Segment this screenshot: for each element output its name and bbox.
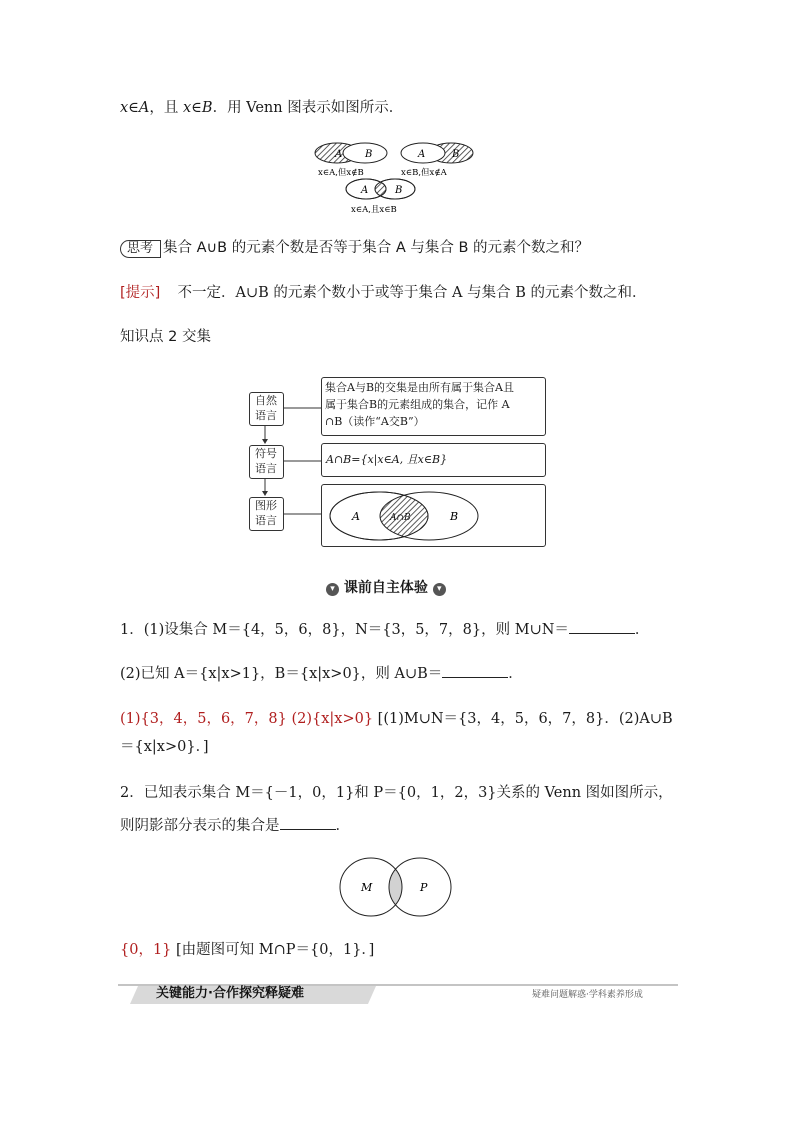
- label-graphic-language: [249, 497, 284, 531]
- answer-blank: [569, 619, 635, 634]
- d2-label-b: B: [452, 149, 460, 160]
- think-tag: 思考: [120, 240, 161, 258]
- natural-line-3: ∩B（读作“A交B”）: [325, 415, 425, 428]
- d1-label-b: B: [365, 149, 373, 160]
- q2-l2-end: ．: [335, 818, 350, 834]
- answer-blank: [280, 815, 336, 830]
- d3-label-b: B: [395, 185, 403, 196]
- footer-right-text: 疑难问题解惑·学科素养形成: [532, 990, 643, 1000]
- footer-banner-title: 关键能力·合作探究释疑难: [156, 986, 304, 1001]
- intersection-venn: [322, 485, 545, 546]
- q1-l1-text: 1．(1)设集合 M＝{4，5，6，8}，N＝{3，5，7，8}，则 M∪N＝: [120, 622, 569, 638]
- venn-label-a: A: [352, 510, 360, 523]
- q1-line2: [120, 663, 523, 684]
- d3-caption: x∈A,且x∈B: [351, 205, 397, 215]
- a1-line1: [120, 709, 673, 729]
- mp-venn-diagram: [338, 856, 456, 918]
- venn-label-p: P: [420, 881, 428, 894]
- symbol-definition: [321, 443, 546, 477]
- label-natural-language: [249, 392, 284, 426]
- d2-label-a: A: [418, 149, 426, 160]
- a2-explain: [由题图可知 M∩P＝{0，1}．]: [171, 942, 375, 958]
- natural-line-2: 属于集合B的元素组成的集合，记作 A: [325, 398, 510, 411]
- practice-heading: [326, 578, 446, 598]
- hint-tag: [提示]: [120, 285, 161, 301]
- hint-line: [120, 283, 647, 303]
- q1-l2-text: (2)已知 A＝{x|x>1}，B＝{x|x>0}，则 A∪B＝: [120, 666, 443, 682]
- natural-language-definition: [321, 377, 546, 436]
- intro-d: ．用 Venn 图表示如图所示．: [212, 100, 404, 116]
- d2-caption: x∈B,但x∉A: [401, 168, 447, 178]
- graphic-definition: [321, 484, 546, 547]
- label3-a: 图形: [255, 499, 277, 512]
- venn-label-b: B: [450, 510, 459, 523]
- intro-line: [120, 98, 403, 118]
- q2-line1: 2．已知表示集合 M＝{－1，0，1}和 P＝{0，1，2，3}关系的 Venn 图如图所示，: [120, 785, 673, 801]
- symbol-formula: A∩B={x|x∈A, 且x∈B}: [326, 453, 448, 466]
- venn-intersection: [346, 179, 415, 215]
- venn-label-m: M: [361, 881, 373, 894]
- intersection-flowchart: [248, 377, 548, 549]
- label1-a: 自然: [255, 394, 277, 407]
- answer-blank: [442, 663, 508, 678]
- venn-a-minus-b: [315, 143, 387, 178]
- intro-c: x∈B: [183, 100, 213, 116]
- q1-line1: [120, 619, 649, 640]
- d1-caption: x∈A,但x∉B: [318, 168, 364, 178]
- d1-label-a: A: [335, 149, 343, 160]
- a1-line2: ＝{x|x>0}．]: [120, 739, 209, 755]
- think-line: [120, 238, 589, 258]
- label3-b: 语言: [255, 514, 277, 527]
- q1-l2-end: ．: [508, 666, 523, 682]
- venn-label-mid: A∩B: [390, 513, 411, 523]
- q1-l1-end: ．: [634, 622, 650, 638]
- chevron-down-icon: ▾: [326, 583, 339, 596]
- a1-answer: (1){3，4，5，6，7，8} (2){x|x>0}: [120, 711, 374, 727]
- label2-a: 符号: [255, 447, 277, 460]
- intro-a: x∈A: [120, 100, 150, 116]
- section-title: 知识点 2 交集: [120, 329, 211, 345]
- a2-answer: {0，1}: [120, 942, 172, 958]
- d3-label-a: A: [361, 185, 369, 196]
- a2-line: [120, 940, 374, 960]
- intro-b: ，且: [149, 100, 183, 116]
- practice-heading-text: 课前自主体验: [343, 580, 428, 596]
- hint-text: 不一定．A∪B 的元素个数小于或等于集合 A 与集合 B 的元素个数之和．: [177, 285, 647, 301]
- natural-line-1: 集合A与B的交集是由所有属于集合A且: [325, 381, 514, 394]
- label1-b: 语言: [255, 409, 277, 422]
- label-symbol-language: [249, 445, 284, 479]
- venn-b-minus-a: [401, 143, 473, 178]
- q2-line2: [120, 815, 350, 836]
- a1-explain: [(1)M∪N＝{3，4，5，6，7，8}．(2)A∪B: [373, 711, 673, 727]
- think-question: 集合 A∪B 的元素个数是否等于集合 A 与集合 B 的元素个数之和？: [163, 240, 590, 256]
- label2-b: 语言: [255, 462, 277, 475]
- q2-l2-text: 则阴影部分表示的集合是: [120, 818, 280, 834]
- chevron-down-icon: ▾: [433, 583, 446, 596]
- union-venn-diagrams: [305, 140, 490, 218]
